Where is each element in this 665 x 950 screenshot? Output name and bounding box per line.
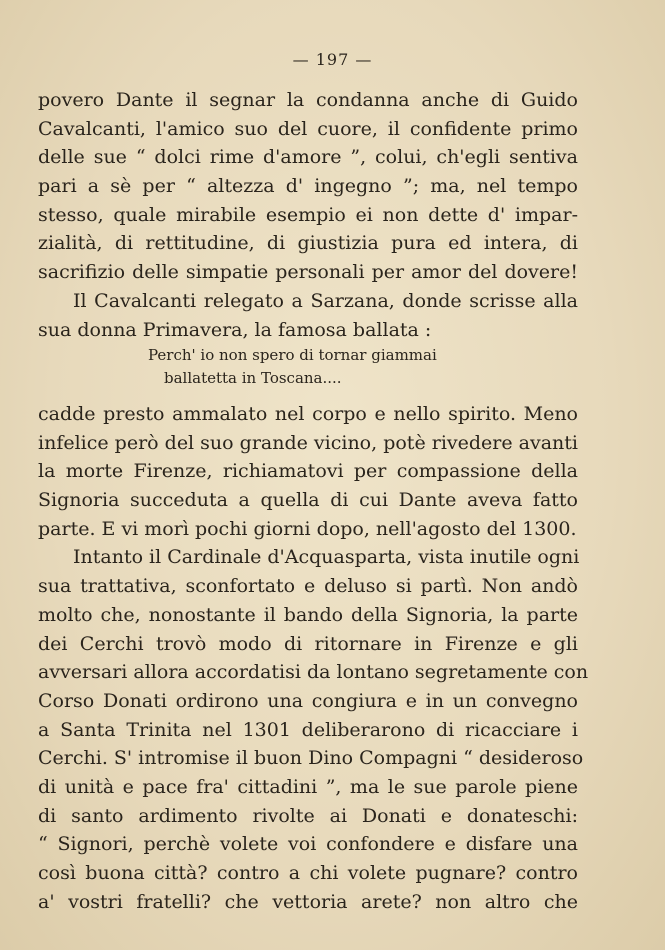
text-line: sua trattativa, sconfortato e deluso si partì. Non andò	[38, 575, 578, 598]
text-line: povero Dante il segnar la condanna anche di Guido	[38, 89, 578, 111]
page-number: — 197 —	[292, 50, 373, 69]
text-line: parte. E vi morì pochi giorni dopo, nell'agosto del 1300.	[38, 517, 577, 540]
text-line: Intanto il Cardinale d'Acquasparta, vista inutile ogni	[73, 546, 580, 569]
text-line: “ Signori, perchè volete voi confondere e disfare una	[38, 833, 578, 856]
text-line: così buona città? contro a chi volete pugnare? contro	[38, 862, 578, 884]
text-line: a' vostri fratelli? che vettoria arete? non altro che	[38, 890, 578, 913]
ballata-quote	[148, 344, 437, 390]
text-line: infelice però del suo grande vicino, potè rivedere avanti	[38, 431, 578, 454]
text-line: cadde presto ammalato nel corpo e nello spirito. Meno	[38, 403, 578, 425]
text-line: pari a sè per “ altezza d' ingegno ”; ma, nel tempo	[38, 175, 578, 198]
quote-line: ballatetta in Toscana....	[164, 369, 342, 387]
quote-line: Perch' io non spero di tornar giammai	[148, 346, 437, 364]
text-line: a Santa Trinita nel 1301 deliberarono di ricacciare i	[38, 718, 578, 741]
text-line: avversari allora accordatisi da lontano segretamente con	[38, 661, 589, 684]
text-line: stesso, quale mirabile esempio ei non dette d' impar-	[38, 203, 578, 226]
text-line: delle sue “ dolci rime d'amore ”, colui, ch'egli sentiva	[38, 146, 578, 169]
paragraph-1	[38, 86, 578, 344]
text-line: di unità e pace fra' cittadini ”, ma le sue parole piene	[38, 775, 578, 798]
text-line: sua donna Primavera, la famosa ballata :	[38, 318, 432, 341]
text-line: Cerchi. S' intromise il buon Dino Compagni “ desideroso	[38, 747, 584, 770]
paragraph-2	[38, 400, 589, 916]
text-line: dei Cerchi trovò modo di ritornare in Firenze e gli	[38, 632, 578, 655]
text-line: di santo ardimento rivolte ai Donati e donateschi:	[38, 804, 578, 827]
text-line: molto che, nonostante il bando della Signoria, la parte	[38, 603, 578, 626]
text-line: sacrifizio delle simpatie personali per amor del dovere!	[38, 261, 578, 284]
text-line: Cavalcanti, l'amico suo del cuore, il confidente primo	[38, 117, 578, 140]
text-line: Corso Donati ordirono una congiura e in un convegno	[38, 689, 578, 712]
text-line: Signoria succeduta a quella di cui Dante aveva fatto	[38, 489, 578, 512]
text-line: Il Cavalcanti relegato a Sarzana, donde scrisse alla	[73, 289, 578, 312]
text-line: zialità, di rettitudine, di giustizia pura ed intera, di	[38, 232, 578, 255]
text-line: la morte Firenze, richiamatovi per compassione della	[38, 460, 578, 483]
